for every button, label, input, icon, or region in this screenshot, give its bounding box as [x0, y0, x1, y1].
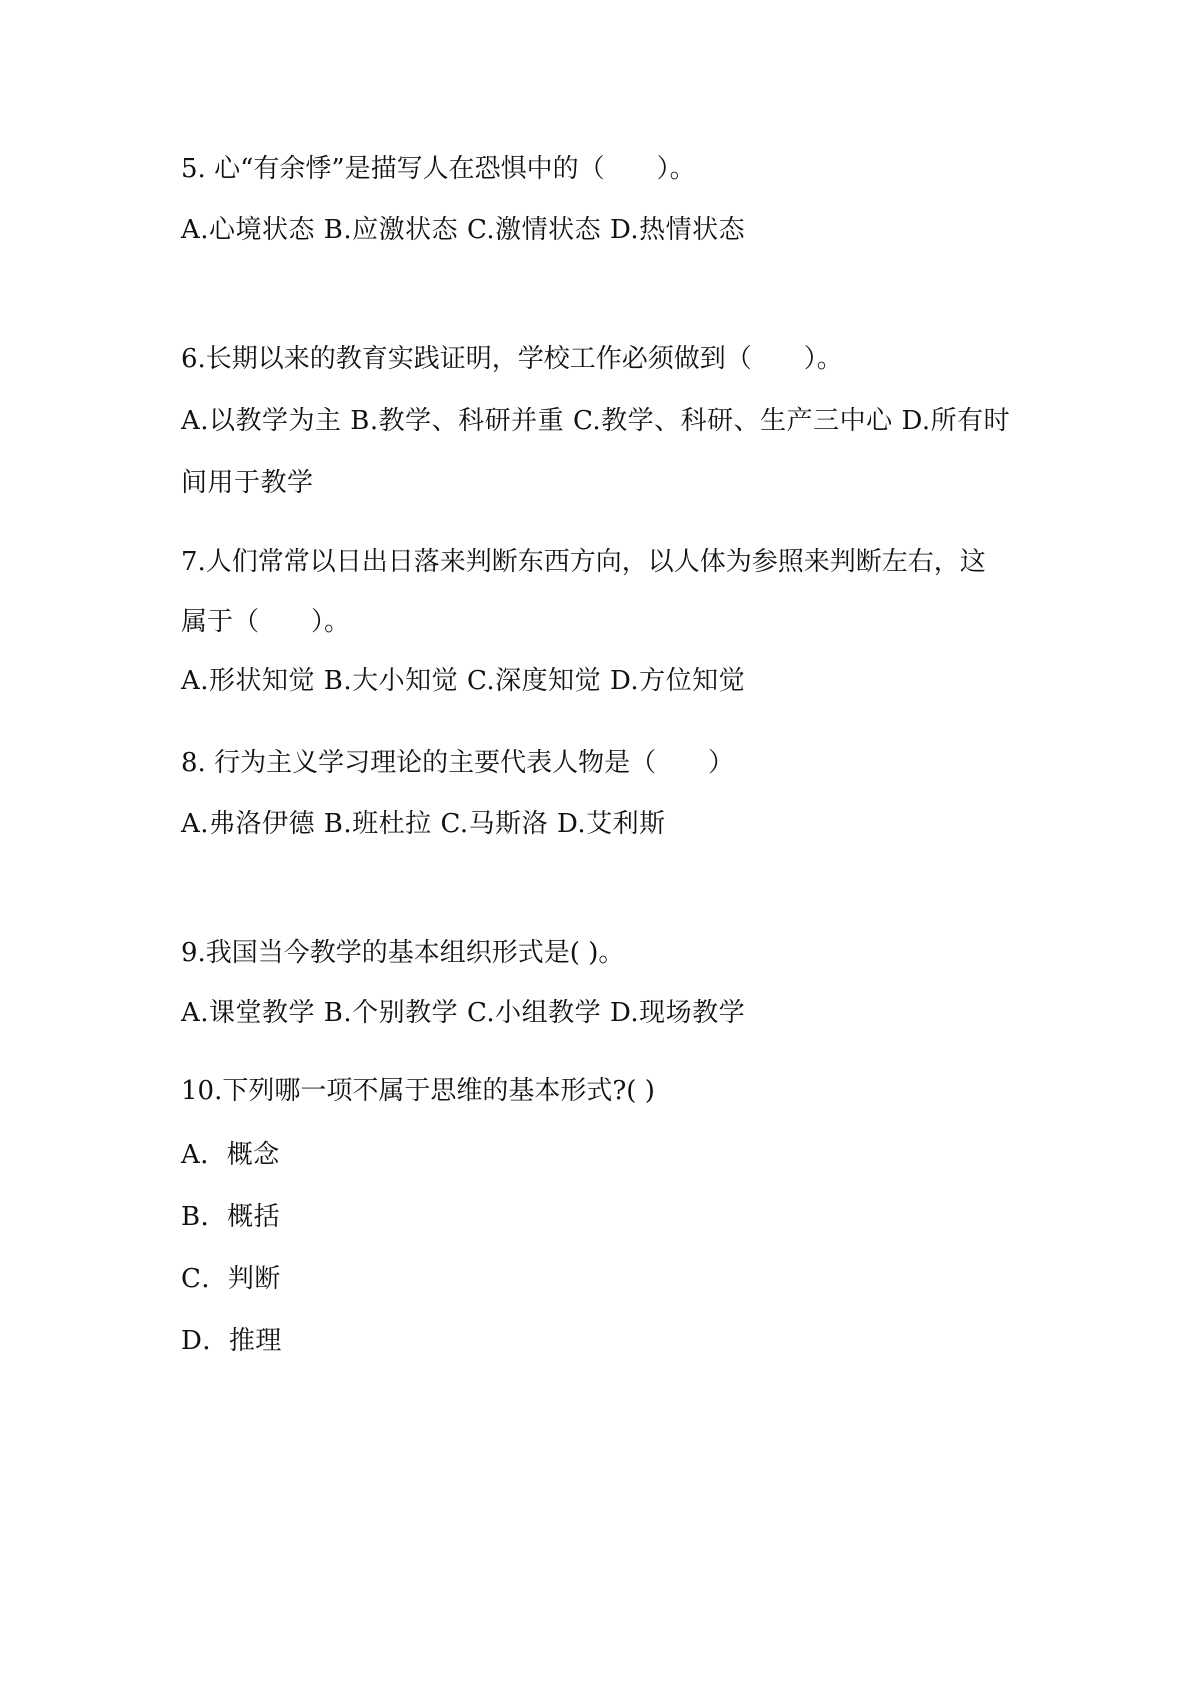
question-10-option-b: B．概括 — [181, 1202, 281, 1232]
question-9-stem: 9.我国当今教学的基本组织形式是( )。 — [181, 938, 625, 968]
question-6-stem: 6.长期以来的教育实践证明，学校工作必须做到（ ）。 — [181, 344, 843, 374]
question-7-stem: 7.人们常常以日出日落来判断东西方向，以人体为参照来判断左右，这 — [181, 547, 986, 577]
question-6-options: A.以教学为主 B.教学、科研并重 C.教学、科研、生产三中心 D.所有时 — [181, 406, 1011, 436]
question-10-stem: 10.下列哪一项不属于思维的基本形式?( ) — [181, 1076, 655, 1106]
question-6-options-continued: 间用于教学 — [181, 468, 314, 498]
question-10-option-a: A．概念 — [181, 1140, 280, 1170]
question-7-stem-continued: 属于（ ）。 — [181, 607, 351, 637]
question-9-options: A.课堂教学 B.个别教学 C.小组教学 D.现场教学 — [181, 998, 746, 1028]
question-5-stem: 5. 心“有余悸”是描写人在恐惧中的（ ）。 — [181, 154, 696, 184]
question-10-option-c: C．判断 — [181, 1264, 281, 1294]
question-7-options: A.形状知觉 B.大小知觉 C.深度知觉 D.方位知觉 — [181, 666, 746, 696]
question-10-option-d: D．推理 — [181, 1326, 282, 1356]
question-8-options: A.弗洛伊德 B.班杜拉 C.马斯洛 D.艾利斯 — [181, 809, 666, 839]
question-5-options: A.心境状态 B.应激状态 C.激情状态 D.热情状态 — [181, 215, 746, 245]
question-8-stem: 8. 行为主义学习理论的主要代表人物是（ ） — [181, 748, 735, 778]
